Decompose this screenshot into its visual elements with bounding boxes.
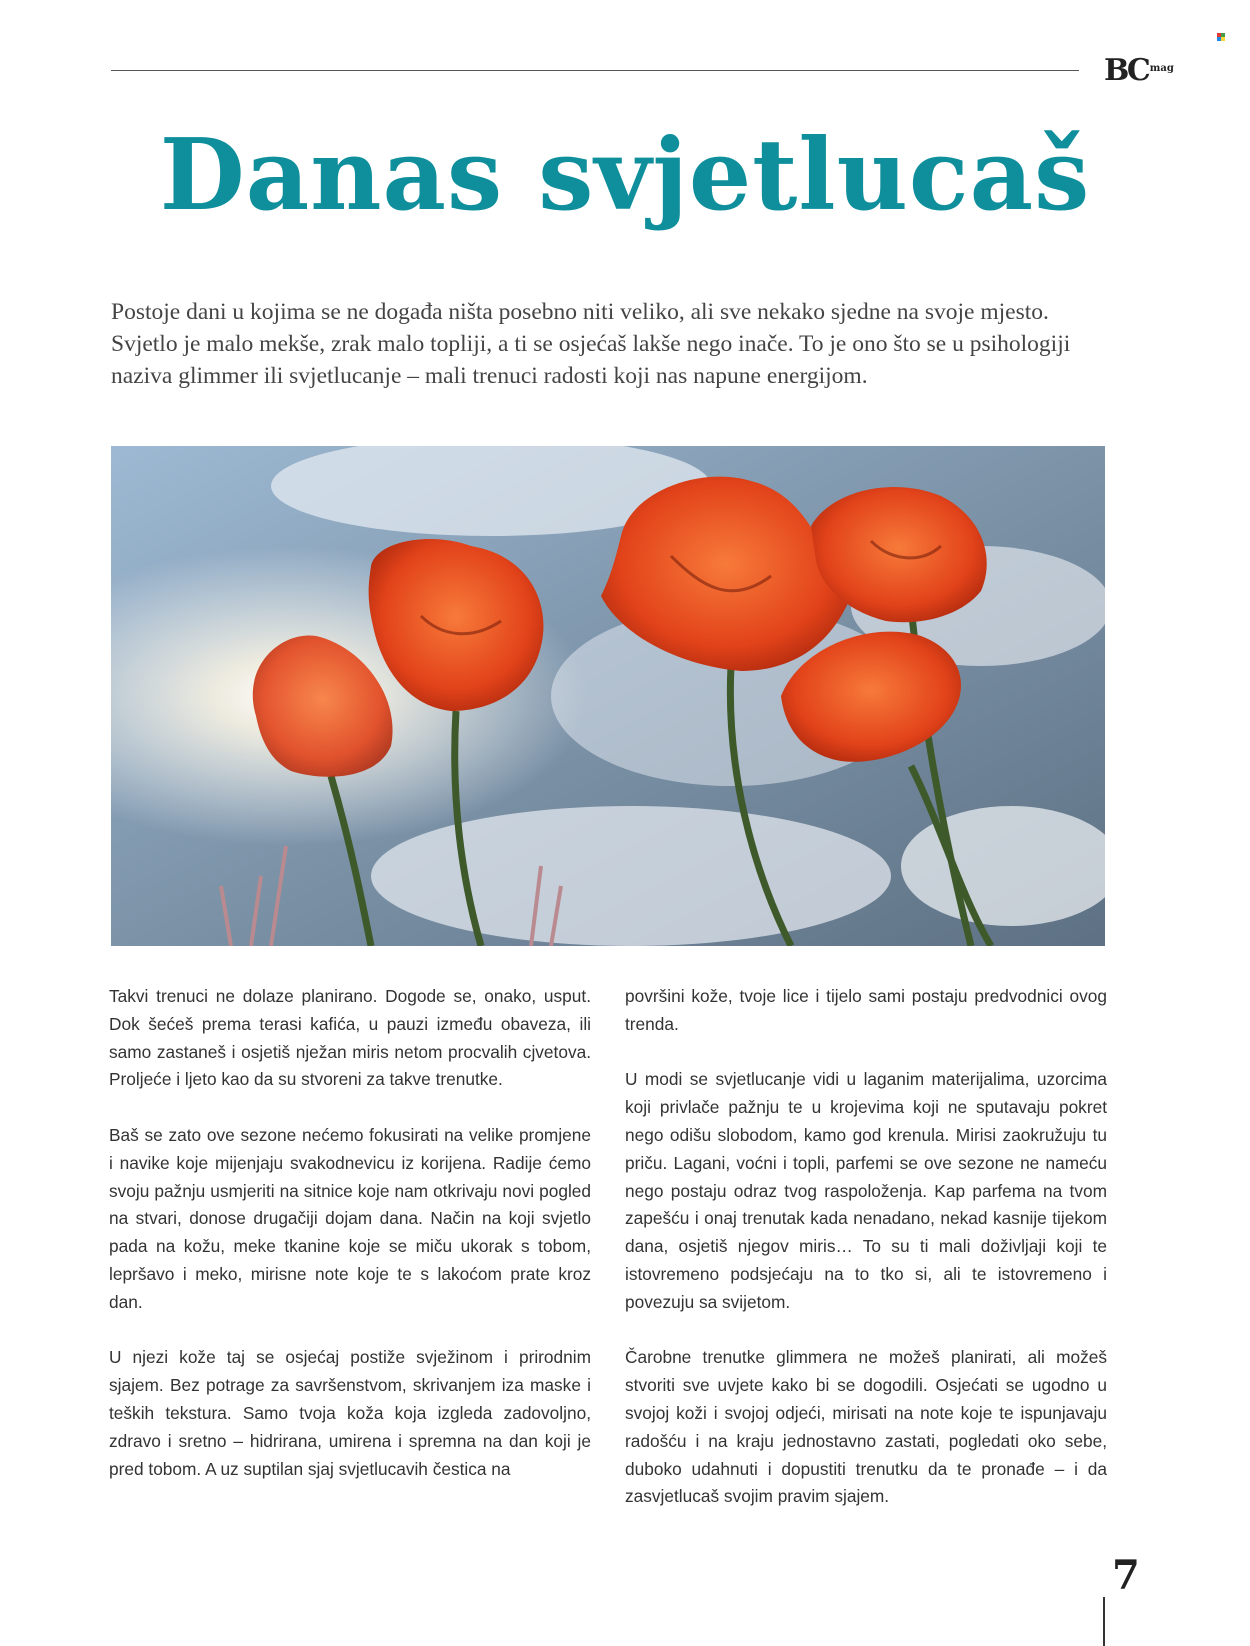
article-title: Danas svjetlucaš — [159, 118, 1091, 233]
logo-main-text: BC — [1104, 53, 1148, 88]
page-number-rule — [1103, 1597, 1105, 1646]
poppies-photo — [111, 446, 1105, 946]
magazine-logo — [1104, 55, 1174, 87]
article-lead: Postoje dani u kojima se ne događa ništa posebno niti veliko, ali sve nekako sjedne na svoje mjesto. Svjetlo je malo mekše, zrak malo topliji, a ti se osjećaš lakše nego inače. To je ono što se u psihologiji naziva glimmer ili svjetlucanje – mali trenuci radosti koji nas napune energijom. — [111, 299, 1071, 389]
paragraph: površini kože, tvoje lice i tijelo sami postaju predvodnici ovog trenda. — [625, 986, 1107, 1034]
left-column — [109, 983, 591, 1511]
paragraph: Baš se zato ove sezone nećemo fokusirati na velike promjene i navike koje mijenjaju svakodnevicu iz korijena. Radije ćemo svoju pažnju usmjeriti na sitnice koje nam otkrivaju novi pogled na stvari, donose drugačiji dojam dana. Način na koji svjetlo pada na kožu, meke tkanine koje se miču ukorak s tobom, lepršavo i meko, mirisne note koje te s lakoćom prate kroz dan. — [109, 1124, 591, 1312]
header-rule — [111, 70, 1079, 71]
color-squares-icon — [1217, 33, 1225, 41]
page-number: 7 — [1112, 1552, 1140, 1599]
paragraph: Čarobne trenutke glimmera ne možeš planirati, ali možeš stvoriti sve uvjete kako bi se dogodili. Osjećati se ugodno u svojoj koži i svojoj odjeći, mirisati na note koje te ispunjavaju radošću i na kraju jednostavno zastati, pogledati oko sebe, duboko udahnuti i dopustiti trenutku da te pronađe – i da zasvjetlucaš svojim pravim sjajem. — [625, 1347, 1107, 1507]
paragraph: Takvi trenuci ne dolaze planirano. Dogode se, onako, usput. Dok šećeš prema terasi kafića, u pauzi između obaveza, ili samo zastaneš i osjetiš nježan miris netom procvalih cjvetova. Proljeće i ljeto kao da su stvoreni za takve trenutke. — [109, 986, 591, 1090]
paragraph: U modi se svjetlucanje vidi u laganim materijalima, uzorcima koji privlače pažnju te u krojevima koji ne sputavaju pokret nego odišu slobodom, kamo god krenula. Mirisi zaokružuju tu priču. Lagani, voćni i topli, parfemi se ove sezone ne nameću nego postaju odraz tvog raspoloženja. Kap parfema na tvom zapešću i onaj trenutak kada nenadano, nekad kasnije tijekom dana, osjetiš njegov miris… To su ti mali doživljaji koji te istovremeno podsjećaju na to tko si, ali te istovremeno i povezuju sa svijetom. — [625, 1069, 1107, 1312]
paragraph: U njezi kože taj se osjećaj postiže svježinom i prirodnim sjajem. Bez potrage za savršenstvom, skrivanjem iza maske i teških tekstura. Samo tvoja koža koja izgleda zadovoljno, zdravo i sretno – hidrirana, umirena i spremna na dan koji je pred tobom. A uz suptilan sjaj svjetlucavih čestica na — [109, 1347, 591, 1479]
logo-sub-text: mag — [1149, 63, 1174, 74]
right-column — [625, 983, 1107, 1539]
